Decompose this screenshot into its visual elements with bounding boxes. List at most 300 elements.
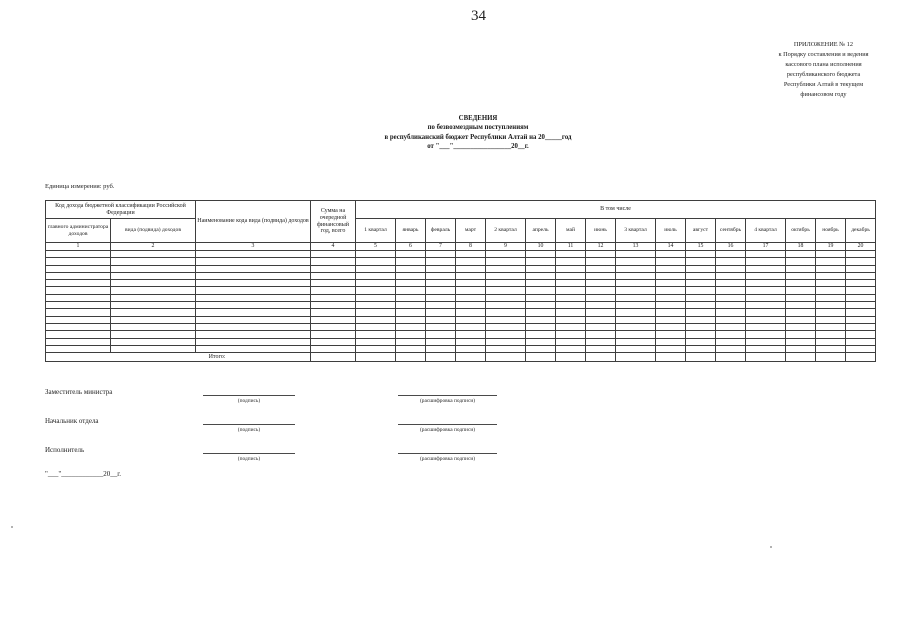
column-number: 14 [656, 243, 686, 251]
column-number: 18 [786, 243, 816, 251]
empty-cell [356, 302, 396, 309]
header-including: В том числе [356, 201, 876, 219]
empty-cell [686, 258, 716, 265]
empty-cell [456, 302, 486, 309]
empty-cell [196, 338, 311, 345]
empty-cell [746, 316, 786, 323]
title-line: по безвозмездным поступлениям [427, 124, 529, 132]
header-kbk-group: Код дохода бюджетной классификации Российской Федерации [46, 201, 196, 219]
empty-cell [586, 258, 616, 265]
empty-cell [816, 323, 846, 330]
empty-cell [686, 294, 716, 301]
empty-cell [746, 251, 786, 258]
empty-cell [586, 309, 616, 316]
empty-cell [616, 258, 656, 265]
date-line: "___"____________20__г. [45, 470, 122, 478]
signature-label: Начальник отдела [45, 417, 99, 425]
empty-cell [686, 287, 716, 294]
table-row [46, 331, 876, 338]
empty-cell [456, 280, 486, 287]
empty-cell [716, 345, 746, 352]
empty-cell [486, 316, 526, 323]
title-line: в республиканский бюджет Республики Алтай на 20_____год [384, 133, 572, 141]
table-row [46, 302, 876, 309]
empty-cell [111, 258, 196, 265]
empty-cell [616, 345, 656, 352]
empty-cell [526, 345, 556, 352]
empty-cell [616, 272, 656, 279]
total-empty-cell [616, 353, 656, 362]
column-number: 12 [586, 243, 616, 251]
signature-caption: (подпись) [237, 397, 261, 404]
empty-cell [111, 272, 196, 279]
signature-row [45, 388, 877, 406]
empty-cell [486, 302, 526, 309]
column-number: 6 [396, 243, 426, 251]
empty-cell [746, 338, 786, 345]
total-empty-cell [356, 353, 396, 362]
empty-cell [396, 331, 426, 338]
empty-cell [426, 294, 456, 301]
header-name: Наименование кода вида (подвида) доходов [196, 201, 311, 243]
table-row [46, 280, 876, 287]
empty-cell [716, 338, 746, 345]
empty-cell [456, 287, 486, 294]
empty-cell [816, 265, 846, 272]
empty-cell [816, 251, 846, 258]
empty-cell [311, 345, 356, 352]
empty-cell [526, 265, 556, 272]
empty-cell [586, 294, 616, 301]
empty-cell [716, 251, 746, 258]
signature-label: Исполнитель [45, 446, 85, 454]
table-row [46, 309, 876, 316]
empty-cell [816, 331, 846, 338]
signature-label: Заместитель министра [45, 388, 113, 396]
empty-cell [656, 258, 686, 265]
empty-cell [816, 316, 846, 323]
empty-cell [111, 345, 196, 352]
empty-cell [396, 316, 426, 323]
header-period: ноябрь [816, 219, 846, 243]
empty-cell [46, 316, 111, 323]
empty-cell [586, 251, 616, 258]
empty-cell [46, 280, 111, 287]
empty-cell [616, 338, 656, 345]
empty-cell [426, 272, 456, 279]
empty-cell [486, 265, 526, 272]
empty-cell [426, 309, 456, 316]
empty-cell [686, 265, 716, 272]
header-period: 2 квартал [486, 219, 526, 243]
empty-cell [616, 323, 656, 330]
column-number: 20 [846, 243, 876, 251]
header-period: 1 квартал [356, 219, 396, 243]
empty-cell [746, 302, 786, 309]
empty-cell [686, 316, 716, 323]
column-number: 10 [526, 243, 556, 251]
empty-cell [46, 302, 111, 309]
empty-cell [846, 280, 876, 287]
total-empty-cell [486, 353, 526, 362]
empty-cell [456, 265, 486, 272]
empty-cell [456, 323, 486, 330]
empty-cell [716, 316, 746, 323]
empty-cell [816, 280, 846, 287]
empty-cell [46, 338, 111, 345]
empty-cell [656, 280, 686, 287]
empty-cell [816, 258, 846, 265]
signature-line [203, 395, 295, 404]
empty-cell [196, 323, 311, 330]
empty-cell [356, 309, 396, 316]
empty-cell [846, 302, 876, 309]
empty-cell [311, 265, 356, 272]
empty-cell [486, 280, 526, 287]
empty-cell [616, 265, 656, 272]
header-sum: Сумма на очередной финансовый год, всего [311, 201, 356, 243]
empty-cell [786, 251, 816, 258]
empty-cell [46, 345, 111, 352]
empty-cell [456, 316, 486, 323]
empty-cell [526, 287, 556, 294]
table-row [46, 272, 876, 279]
empty-cell [426, 258, 456, 265]
table-row [46, 258, 876, 265]
signature-name-line [398, 395, 497, 404]
empty-cell [426, 338, 456, 345]
empty-cell [196, 287, 311, 294]
empty-cell [456, 309, 486, 316]
empty-cell [456, 251, 486, 258]
appendix-block [742, 40, 905, 100]
empty-cell [526, 331, 556, 338]
empty-cell [816, 294, 846, 301]
empty-cell [111, 280, 196, 287]
empty-cell [356, 265, 396, 272]
empty-cell [586, 287, 616, 294]
empty-cell [486, 323, 526, 330]
empty-cell [846, 272, 876, 279]
empty-cell [356, 251, 396, 258]
title-line: от "___"_________________20__г. [427, 143, 529, 151]
empty-cell [46, 265, 111, 272]
empty-cell [356, 280, 396, 287]
table-row [46, 338, 876, 345]
empty-cell [786, 265, 816, 272]
empty-cell [746, 345, 786, 352]
empty-cell [526, 294, 556, 301]
empty-cell [426, 345, 456, 352]
header-period: май [556, 219, 586, 243]
empty-cell [111, 251, 196, 258]
signature-line [203, 453, 295, 462]
total-empty-cell [456, 353, 486, 362]
empty-cell [786, 309, 816, 316]
empty-cell [526, 251, 556, 258]
empty-cell [686, 331, 716, 338]
title-line: СВЕДЕНИЯ [458, 115, 498, 122]
signature-name-caption: (расшифровка подписи) [419, 455, 476, 462]
column-number: 19 [816, 243, 846, 251]
empty-cell [656, 287, 686, 294]
empty-cell [816, 302, 846, 309]
empty-cell [196, 280, 311, 287]
empty-cell [311, 287, 356, 294]
empty-cell [456, 345, 486, 352]
empty-cell [616, 316, 656, 323]
header-period: октябрь [786, 219, 816, 243]
empty-cell [816, 309, 846, 316]
appendix-line: Республики Алтай в текущем [783, 81, 864, 88]
empty-cell [556, 316, 586, 323]
empty-cell [356, 272, 396, 279]
header-sub: вида (подвида) доходов [111, 219, 196, 243]
empty-cell [556, 272, 586, 279]
total-empty-cell [586, 353, 616, 362]
column-number: 8 [456, 243, 486, 251]
empty-cell [311, 251, 356, 258]
total-empty-cell [746, 353, 786, 362]
empty-cell [746, 331, 786, 338]
empty-cell [311, 294, 356, 301]
empty-cell [786, 287, 816, 294]
total-empty-cell [816, 353, 846, 362]
empty-cell [746, 287, 786, 294]
empty-cell [356, 345, 396, 352]
empty-cell [311, 258, 356, 265]
total-empty-cell [686, 353, 716, 362]
empty-cell [456, 331, 486, 338]
empty-cell [586, 280, 616, 287]
empty-cell [556, 302, 586, 309]
empty-cell [196, 251, 311, 258]
scan-artifact [11, 526, 13, 528]
empty-cell [656, 316, 686, 323]
empty-cell [656, 309, 686, 316]
empty-cell [426, 316, 456, 323]
signature-row [45, 417, 877, 435]
column-number: 2 [111, 243, 196, 251]
empty-cell [486, 294, 526, 301]
column-number: 5 [356, 243, 396, 251]
empty-cell [526, 302, 556, 309]
empty-cell [46, 287, 111, 294]
empty-cell [846, 338, 876, 345]
empty-cell [556, 309, 586, 316]
empty-cell [111, 338, 196, 345]
empty-cell [716, 294, 746, 301]
header-period: январь [396, 219, 426, 243]
header-period: июль [656, 219, 686, 243]
empty-cell [311, 323, 356, 330]
signature-name-caption: (расшифровка подписи) [419, 426, 476, 433]
empty-cell [716, 258, 746, 265]
empty-cell [786, 280, 816, 287]
empty-cell [396, 280, 426, 287]
unit-of-measure-label: Единица измерения: руб. [45, 183, 115, 190]
empty-cell [456, 272, 486, 279]
empty-cell [586, 272, 616, 279]
signature-name-line [398, 424, 497, 433]
empty-cell [426, 251, 456, 258]
empty-cell [716, 287, 746, 294]
empty-cell [486, 258, 526, 265]
empty-cell [426, 323, 456, 330]
empty-cell [556, 345, 586, 352]
empty-cell [846, 258, 876, 265]
empty-cell [586, 331, 616, 338]
empty-cell [556, 287, 586, 294]
empty-cell [396, 258, 426, 265]
empty-cell [311, 302, 356, 309]
empty-cell [526, 316, 556, 323]
header-sub: главного администратора доходов [46, 219, 111, 243]
empty-cell [111, 309, 196, 316]
empty-cell [746, 294, 786, 301]
empty-cell [46, 323, 111, 330]
empty-cell [456, 338, 486, 345]
empty-cell [396, 272, 426, 279]
empty-cell [46, 272, 111, 279]
empty-cell [586, 265, 616, 272]
column-number: 3 [196, 243, 311, 251]
empty-cell [656, 323, 686, 330]
empty-cell [311, 338, 356, 345]
empty-cell [526, 280, 556, 287]
empty-cell [556, 258, 586, 265]
table-row [46, 265, 876, 272]
empty-cell [486, 309, 526, 316]
column-number: 13 [616, 243, 656, 251]
empty-cell [556, 338, 586, 345]
empty-cell [846, 287, 876, 294]
total-empty-cell [426, 353, 456, 362]
empty-cell [616, 331, 656, 338]
header-period: сентябрь [716, 219, 746, 243]
empty-cell [46, 309, 111, 316]
empty-cell [556, 323, 586, 330]
empty-cell [486, 338, 526, 345]
scan-artifact [770, 546, 772, 548]
empty-cell [486, 287, 526, 294]
empty-cell [846, 345, 876, 352]
header-period: апрель [526, 219, 556, 243]
header-period: февраль [426, 219, 456, 243]
empty-cell [196, 258, 311, 265]
empty-cell [196, 265, 311, 272]
empty-cell [196, 302, 311, 309]
empty-cell [526, 258, 556, 265]
budget-table [45, 200, 876, 362]
empty-cell [586, 316, 616, 323]
empty-cell [556, 265, 586, 272]
empty-cell [486, 345, 526, 352]
empty-cell [426, 265, 456, 272]
empty-cell [846, 251, 876, 258]
empty-cell [716, 309, 746, 316]
empty-cell [396, 294, 426, 301]
empty-cell [686, 280, 716, 287]
empty-cell [111, 316, 196, 323]
empty-cell [426, 280, 456, 287]
signature-name-line [398, 453, 497, 462]
empty-cell [586, 302, 616, 309]
column-number: 1 [46, 243, 111, 251]
table-row [46, 251, 876, 258]
empty-cell [786, 302, 816, 309]
empty-cell [846, 294, 876, 301]
empty-cell [786, 331, 816, 338]
empty-cell [716, 323, 746, 330]
header-period: декабрь [846, 219, 876, 243]
total-empty-cell [556, 353, 586, 362]
empty-cell [616, 251, 656, 258]
empty-cell [196, 272, 311, 279]
empty-cell [786, 345, 816, 352]
table-row [46, 316, 876, 323]
empty-cell [311, 280, 356, 287]
empty-cell [616, 294, 656, 301]
empty-cell [46, 331, 111, 338]
empty-cell [616, 280, 656, 287]
empty-cell [716, 265, 746, 272]
empty-cell [396, 323, 426, 330]
empty-cell [46, 251, 111, 258]
empty-cell [686, 338, 716, 345]
header-period: 3 квартал [616, 219, 656, 243]
empty-cell [816, 345, 846, 352]
empty-cell [656, 338, 686, 345]
signature-name-caption: (расшифровка подписи) [419, 397, 476, 404]
empty-cell [111, 331, 196, 338]
column-number: 17 [746, 243, 786, 251]
column-number: 11 [556, 243, 586, 251]
total-empty-cell [656, 353, 686, 362]
empty-cell [656, 272, 686, 279]
empty-cell [816, 272, 846, 279]
empty-cell [686, 345, 716, 352]
empty-cell [746, 265, 786, 272]
signature-caption: (подпись) [237, 455, 261, 462]
empty-cell [46, 258, 111, 265]
header-period: март [456, 219, 486, 243]
empty-cell [356, 287, 396, 294]
empty-cell [111, 302, 196, 309]
empty-cell [356, 316, 396, 323]
empty-cell [556, 331, 586, 338]
empty-cell [356, 338, 396, 345]
empty-cell [556, 251, 586, 258]
appendix-line: финансовом году [800, 91, 847, 98]
header-period: июнь [586, 219, 616, 243]
empty-cell [786, 316, 816, 323]
empty-cell [656, 345, 686, 352]
empty-cell [396, 251, 426, 258]
empty-cell [396, 345, 426, 352]
empty-cell [396, 338, 426, 345]
empty-cell [686, 309, 716, 316]
empty-cell [846, 265, 876, 272]
empty-cell [311, 309, 356, 316]
empty-cell [356, 323, 396, 330]
empty-cell [816, 287, 846, 294]
empty-cell [111, 323, 196, 330]
table-row [46, 287, 876, 294]
empty-cell [586, 345, 616, 352]
empty-cell [686, 251, 716, 258]
empty-cell [686, 272, 716, 279]
